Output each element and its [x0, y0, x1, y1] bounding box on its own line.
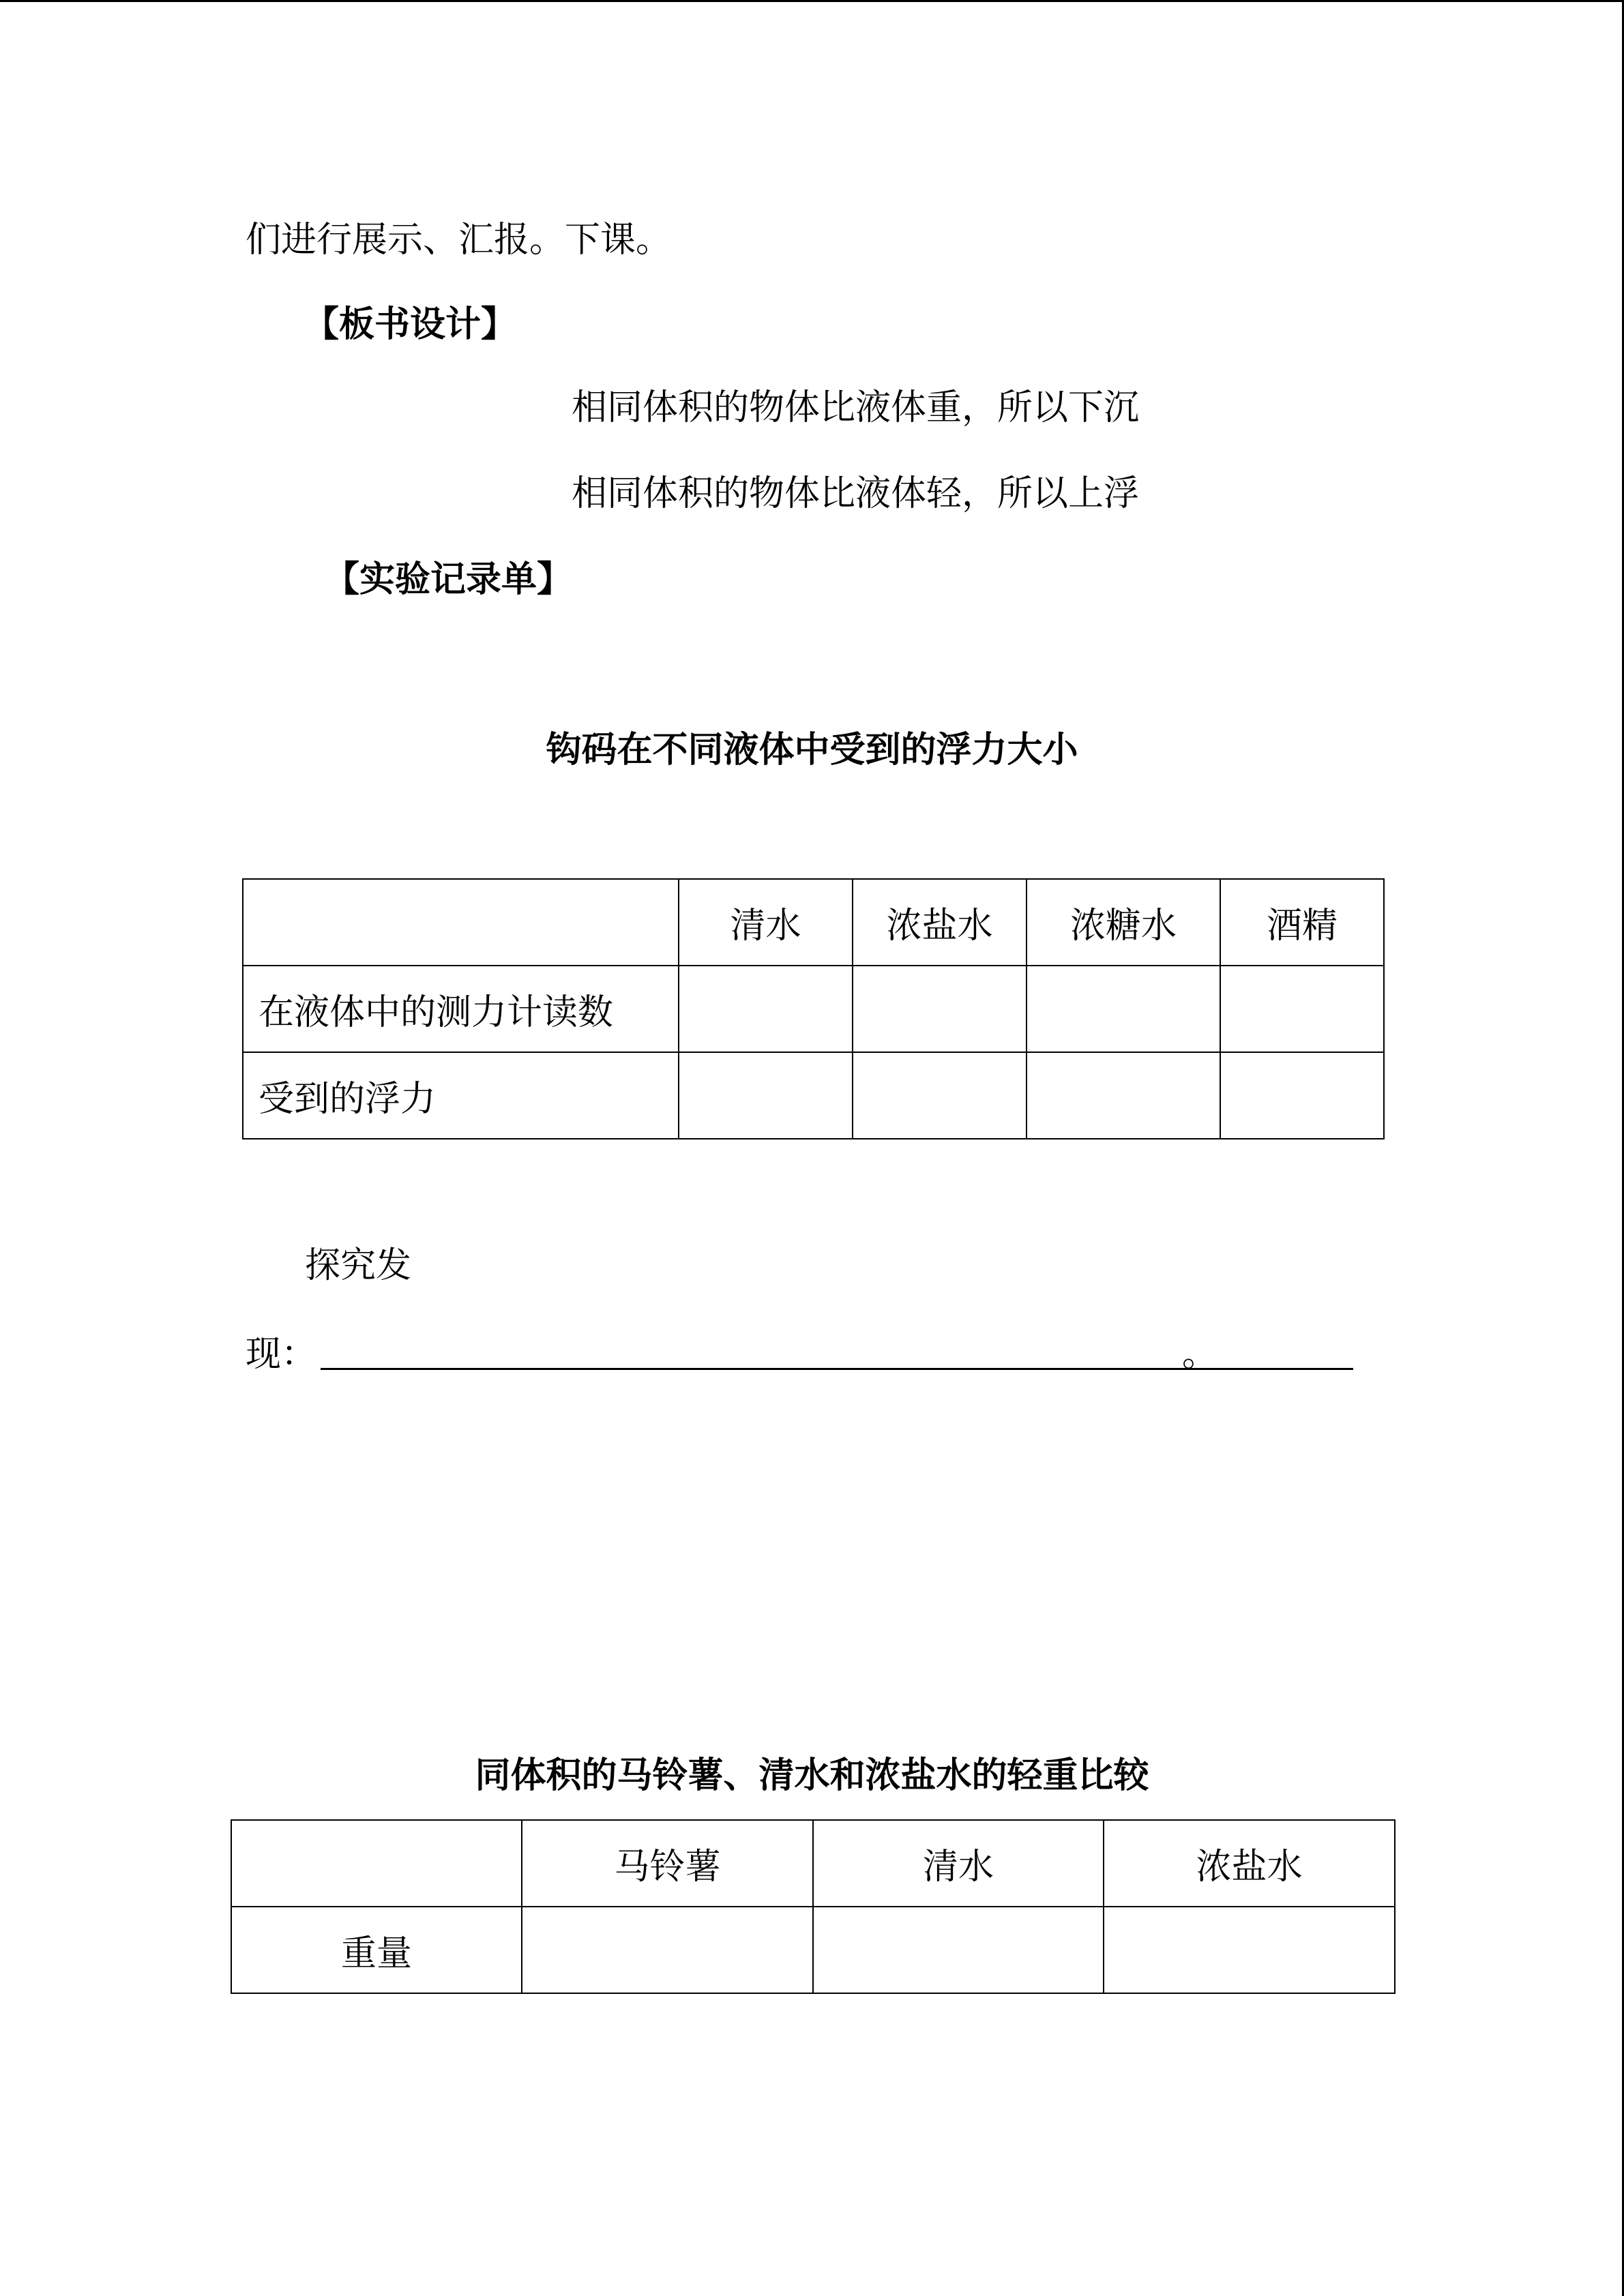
row-label-weight: 重量: [231, 1907, 522, 1993]
table-row: [243, 966, 1384, 1052]
table-cell: [522, 1907, 813, 1993]
buoyancy-table: [242, 878, 1385, 1139]
table2-title: 同体积的马铃薯、清水和浓盐水的轻重比较: [475, 1755, 1149, 1796]
table-cell: [853, 1052, 1027, 1139]
table-cell: [679, 1052, 853, 1139]
board-design-line-1: 相同体积的物体比液体重，所以下沉: [572, 387, 1140, 428]
row-label-buoyancy: 受到的浮力: [243, 1052, 679, 1139]
table-row: [231, 1907, 1395, 1993]
table-header-row: [231, 1820, 1395, 1907]
row-label-reading: 在液体中的测力计读数: [243, 966, 679, 1052]
header-cell-salt-water: 浓盐水: [853, 879, 1027, 966]
intro-line: 们进行展示、汇报。下课。: [246, 220, 672, 260]
table-row: [243, 1052, 1384, 1139]
header-cell-empty: [243, 879, 679, 966]
findings-line-2-prefix: 现：: [246, 1334, 317, 1375]
table-cell: [1104, 1907, 1395, 1993]
board-design-heading: 【板书设计】: [304, 303, 517, 345]
table-cell: [1220, 966, 1384, 1052]
table-cell: [1027, 966, 1220, 1052]
table-cell: [1220, 1052, 1384, 1139]
findings-end-mark: 。: [1182, 1334, 1218, 1375]
table-cell: [813, 1907, 1104, 1993]
header-cell-sugar-water: 浓糖水: [1027, 879, 1220, 966]
header-cell-alcohol: 酒精: [1220, 879, 1384, 966]
table-cell: [679, 966, 853, 1052]
record-sheet-heading: 【实验记录单】: [324, 558, 573, 600]
table-header-row: [243, 879, 1384, 966]
header-cell-empty: [231, 1820, 522, 1907]
header-cell-potato: 马铃薯: [522, 1820, 813, 1907]
header-cell-water: 清水: [813, 1820, 1104, 1907]
page-top-border: [0, 0, 1624, 2]
header-cell-salt-water: 浓盐水: [1104, 1820, 1395, 1907]
header-cell-water: 清水: [679, 879, 853, 966]
table-cell: [1027, 1052, 1220, 1139]
table1-title: 钩码在不同液体中受到的浮力大小: [546, 729, 1078, 771]
weight-comparison-table: [231, 1819, 1396, 1994]
board-design-line-2: 相同体积的物体比液体轻，所以上浮: [572, 473, 1140, 514]
findings-line-1: 探究发: [305, 1245, 412, 1286]
table-cell: [853, 966, 1027, 1052]
